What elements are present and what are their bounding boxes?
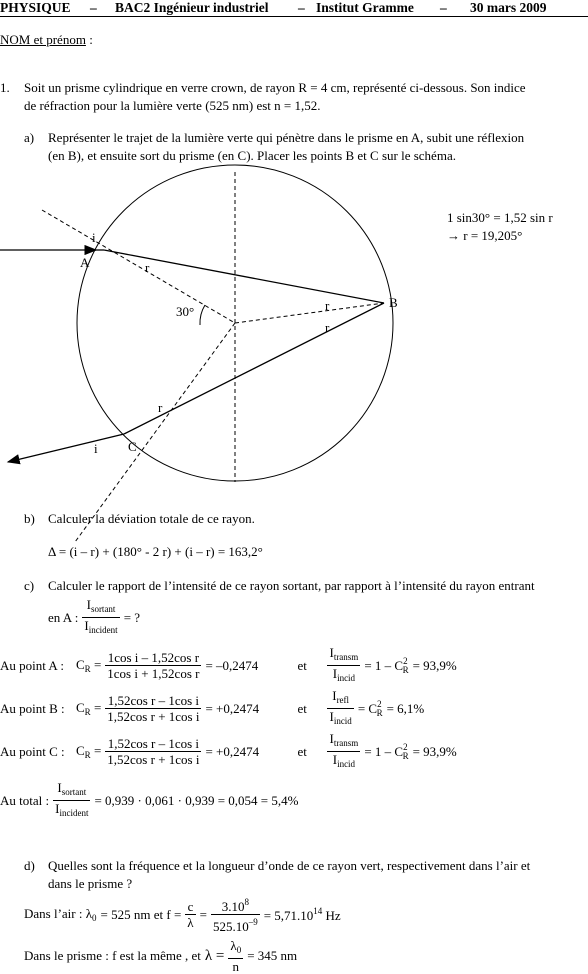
part-b-answer: Δ = (i – r) + (180° - 2 r) + (i – r) = 163,2° xyxy=(48,544,263,559)
arrow-icon: → xyxy=(447,228,460,243)
point-c-intensity: $\frac{I_{transm}}{I_{incid}}$ xyxy=(329,731,359,769)
point-c-fraction: $\frac{\text{1,52cos r – 1cos i}}{\text{1,52cos r + 1cos i}}$ xyxy=(107,736,200,767)
label-r-bottom: r xyxy=(158,400,163,415)
label-r-top: r xyxy=(145,260,150,275)
total-label: Au total : xyxy=(0,792,50,808)
part-a-label: a) xyxy=(24,130,35,145)
label-i-top: i xyxy=(92,230,96,245)
part-d-label: d) xyxy=(24,858,35,873)
header-subject: PHYSIQUE xyxy=(0,0,71,15)
snell-line1: 1 sin30° = 1,52 sin r xyxy=(447,210,553,225)
part-a-line2: (en B), et ensuite sort du prisme (en C). Placer les points B et C sur le schéma. xyxy=(48,148,456,163)
total-row xyxy=(0,780,298,821)
air-c-over-lambda: $\frac{c}{\lambda}$ xyxy=(187,899,194,930)
point-b-label: Au point B : xyxy=(0,700,65,716)
part-d-line1: Quelles sont la fréquence et la longueur d’onde de ce rayon vert, respectivement dans l’air et xyxy=(48,858,531,873)
normal-A xyxy=(42,210,235,323)
point-b-percent: = 6,1% xyxy=(386,700,425,716)
point-a-label: Au point A : xyxy=(0,657,64,673)
label-A: A xyxy=(80,255,90,270)
angle-arc xyxy=(200,305,205,325)
question-mark: = ? xyxy=(123,609,141,625)
prism-row: Dans le prisme : f est la même , et λ = $\frac{\lambda_0}{n}$ = 345 nm xyxy=(24,938,298,974)
name-colon: : xyxy=(85,32,93,47)
point-a-intensity: $\frac{I_{transm}}{I_{incid}}$ xyxy=(329,645,359,683)
point-b-row: Au point B : $C_R$ = $\frac{\text{1,52cos r – 1cos i}}{\text{1,52cos r + 1cos i}}$ = +0,2474 et $\frac{I_{refl}}{I_{incid}}$ = $C^2_R$ = 6,1% xyxy=(0,688,424,729)
name-label: NOM et prénom xyxy=(0,32,86,47)
point-c-row: Au point C : $C_R$ = $\frac{\text{1,52cos r – 1cos i}}{\text{1,52cos r + 1cos i}}$ = +0,2474 et $\frac{I_{transm}}{I_{incid}}$ = $1 - C^2_R$ = 93,9% xyxy=(0,731,457,772)
point-c-label: Au point C : xyxy=(0,743,65,759)
part-b-label: b) xyxy=(24,511,35,526)
air-numeric-fraction: $\frac{3.10^8}{525.10^{-9}}$ xyxy=(212,897,258,934)
point-a-row: Au point A : $C_R$ = $\frac{\text{1cos i – 1,52cos r}}{\text{1cos i + 1,52cos r}}$ = –0,2474 et $\frac{I_{transm}}{I_{incid}}$ = $1 - C^2_R$ = 93,9% xyxy=(0,645,457,686)
total-fraction: $\frac{I_{sortant}}{I_{incident}}$ xyxy=(55,780,89,818)
point-c-percent: = 93,9% xyxy=(412,743,457,759)
label-r-mid2: r xyxy=(325,320,330,335)
label-r-mid1: r xyxy=(325,298,330,313)
normal-C xyxy=(75,323,235,542)
point-b-intensity: $\frac{I_{refl}}{I_{incid}}$ xyxy=(329,688,352,726)
header-dash: – xyxy=(90,0,97,15)
point-c-value: = +0,2474 xyxy=(205,743,260,759)
point-b-value: = +0,2474 xyxy=(205,700,260,716)
snell-line2: r = 19,205° xyxy=(463,228,523,243)
ratio-fraction: $\frac{I_{sortant}}{I_{incident}}$ xyxy=(84,597,118,635)
point-a-value: = –0,2474 xyxy=(205,657,259,673)
air-row: Dans l’air : $\lambda_0$ = 525 nm et f = $\frac{c}{\lambda}$ = $\frac{3.10^8}{525.10^{-9}}$ = $5,71.10^{14}$ Hz xyxy=(24,897,341,934)
part-c-ratio xyxy=(48,597,140,638)
part-a-line1: Représenter le trajet de la lumière verte qui pénètre dans le prisme en A, subit une réflexion xyxy=(48,130,525,145)
question-text-line2: de réfraction pour la lumière verte (525 nm) est n = 1,52. xyxy=(24,98,321,113)
prism-fraction: $\frac{\lambda_0}{n}$ xyxy=(230,938,242,974)
label-i-bottom: i xyxy=(94,441,98,456)
ray-AB xyxy=(104,250,384,303)
point-b-fraction: $\frac{\text{1,52cos r – 1cos i}}{\text{1,52cos r + 1cos i}}$ xyxy=(107,693,200,724)
label-B: B xyxy=(389,295,398,310)
header-exam: BAC2 Ingénieur industriel xyxy=(115,0,269,15)
part-d-line2: dans le prisme ? xyxy=(48,876,133,891)
part-b-text: Calculer la déviation totale de ce rayon. xyxy=(48,511,255,526)
label-30: 30° xyxy=(176,304,195,319)
header-dash: – xyxy=(440,0,447,15)
part-c-text: Calculer le rapport de l’intensité de ce rayon sortant, par rapport à l’intensité du rayon entrant xyxy=(48,578,535,593)
ray-BC xyxy=(124,303,384,434)
header-date: 30 mars 2009 xyxy=(470,0,547,15)
total-value: = 0,939 · 0,061 · 0,939 = 0,054 = 5,4% xyxy=(94,792,299,808)
point-a-fraction: $\frac{\text{1cos i – 1,52cos r}}{\text{1cos i + 1,52cos r}}$ xyxy=(107,650,200,681)
label-C: C xyxy=(128,439,137,454)
header-dash: – xyxy=(298,0,305,15)
point-a-percent: = 93,9% xyxy=(412,657,457,673)
header-school: Institut Gramme xyxy=(316,0,414,15)
en-a-label: en A : xyxy=(48,609,79,625)
part-c-label: c) xyxy=(24,578,35,593)
normal-B xyxy=(235,303,384,323)
question-number: 1. xyxy=(0,80,10,95)
question-text-line1: Soit un prisme cylindrique en verre crown, de rayon R = 4 cm, représenté ci-dessous. Son indice xyxy=(24,80,526,95)
outgoing-ray xyxy=(8,434,124,462)
